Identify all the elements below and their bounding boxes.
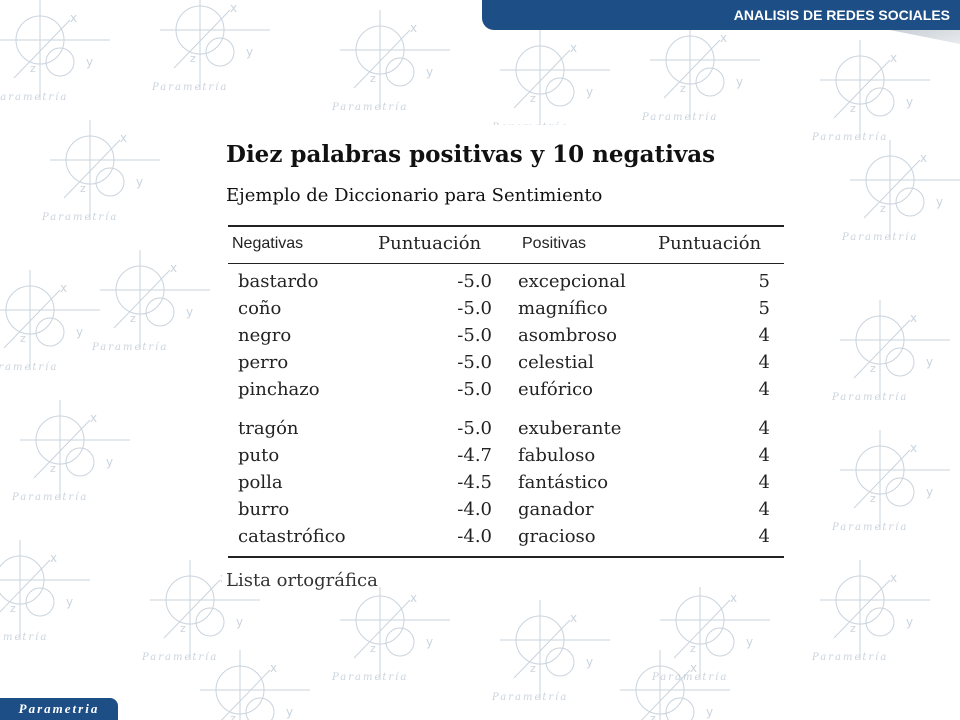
positive-score: 4 <box>758 418 770 439</box>
table-top-rule <box>228 225 784 227</box>
document-image <box>222 125 788 591</box>
positive-score: 4 <box>758 445 770 466</box>
negative-word: burro <box>238 499 290 520</box>
negative-word: tragón <box>238 418 299 439</box>
column-header-positive-score: Puntuación <box>658 233 762 254</box>
positive-word: fantástico <box>518 472 609 493</box>
positive-score: 4 <box>758 472 770 493</box>
negative-score: -4.0 <box>457 526 492 547</box>
negative-word: negro <box>238 325 292 346</box>
table-row <box>222 470 788 497</box>
negative-word: catastrófico <box>238 526 346 547</box>
negative-score: -5.0 <box>457 325 492 346</box>
negative-score: -5.0 <box>457 352 492 373</box>
positive-word: magnífico <box>518 298 608 319</box>
table-row <box>222 296 788 323</box>
negative-score: -5.0 <box>457 418 492 439</box>
negative-word: puto <box>238 445 280 466</box>
positive-score: 4 <box>758 325 770 346</box>
positive-word: eufórico <box>518 379 594 400</box>
table-row <box>222 350 788 377</box>
table-bottom-rule <box>228 556 784 558</box>
positive-word: excepcional <box>518 271 626 292</box>
table-row <box>222 497 788 524</box>
logo-text: Parametria <box>18 701 100 716</box>
table-header-rule <box>228 263 784 264</box>
table-row <box>222 416 788 443</box>
positive-word: celestial <box>518 352 594 373</box>
negative-word: coño <box>238 298 282 319</box>
positive-score: 4 <box>758 352 770 373</box>
table-row <box>222 443 788 470</box>
document-title: Diez palabras positivas y 10 negativas <box>226 141 716 168</box>
header-title: ANALISIS DE REDES SOCIALES <box>733 7 950 23</box>
table-row <box>222 524 788 551</box>
positive-score: 5 <box>758 298 770 319</box>
table-row <box>222 377 788 404</box>
positive-word: ganador <box>518 499 594 520</box>
positive-word: asombroso <box>518 325 617 346</box>
negative-score: -5.0 <box>457 271 492 292</box>
negative-score: -4.0 <box>457 499 492 520</box>
negative-word: bastardo <box>238 271 319 292</box>
column-header-positives: Positivas <box>522 235 587 252</box>
document-subtitle: Ejemplo de Diccionario para Sentimiento <box>226 185 603 206</box>
truncated-caption: Lista ortográfica <box>226 570 378 591</box>
positive-score: 4 <box>758 499 770 520</box>
positive-score: 4 <box>758 379 770 400</box>
table-row <box>222 323 788 350</box>
header-banner <box>482 0 960 30</box>
parametria-logo <box>0 698 118 720</box>
negative-word: perro <box>238 352 289 373</box>
negative-score: -5.0 <box>457 379 492 400</box>
negative-score: -5.0 <box>457 298 492 319</box>
negative-score: -4.5 <box>457 472 492 493</box>
negative-word: polla <box>238 472 283 493</box>
negative-word: pinchazo <box>238 379 320 400</box>
positive-word: fabuloso <box>518 445 596 466</box>
positive-score: 4 <box>758 526 770 547</box>
table-body <box>222 269 788 551</box>
positive-score: 5 <box>758 271 770 292</box>
negative-score: -4.7 <box>457 445 492 466</box>
table-row <box>222 269 788 296</box>
column-header-negative-score: Puntuación <box>378 233 482 254</box>
column-header-negatives: Negativas <box>232 235 304 252</box>
positive-word: exuberante <box>518 418 622 439</box>
positive-word: gracioso <box>518 526 596 547</box>
